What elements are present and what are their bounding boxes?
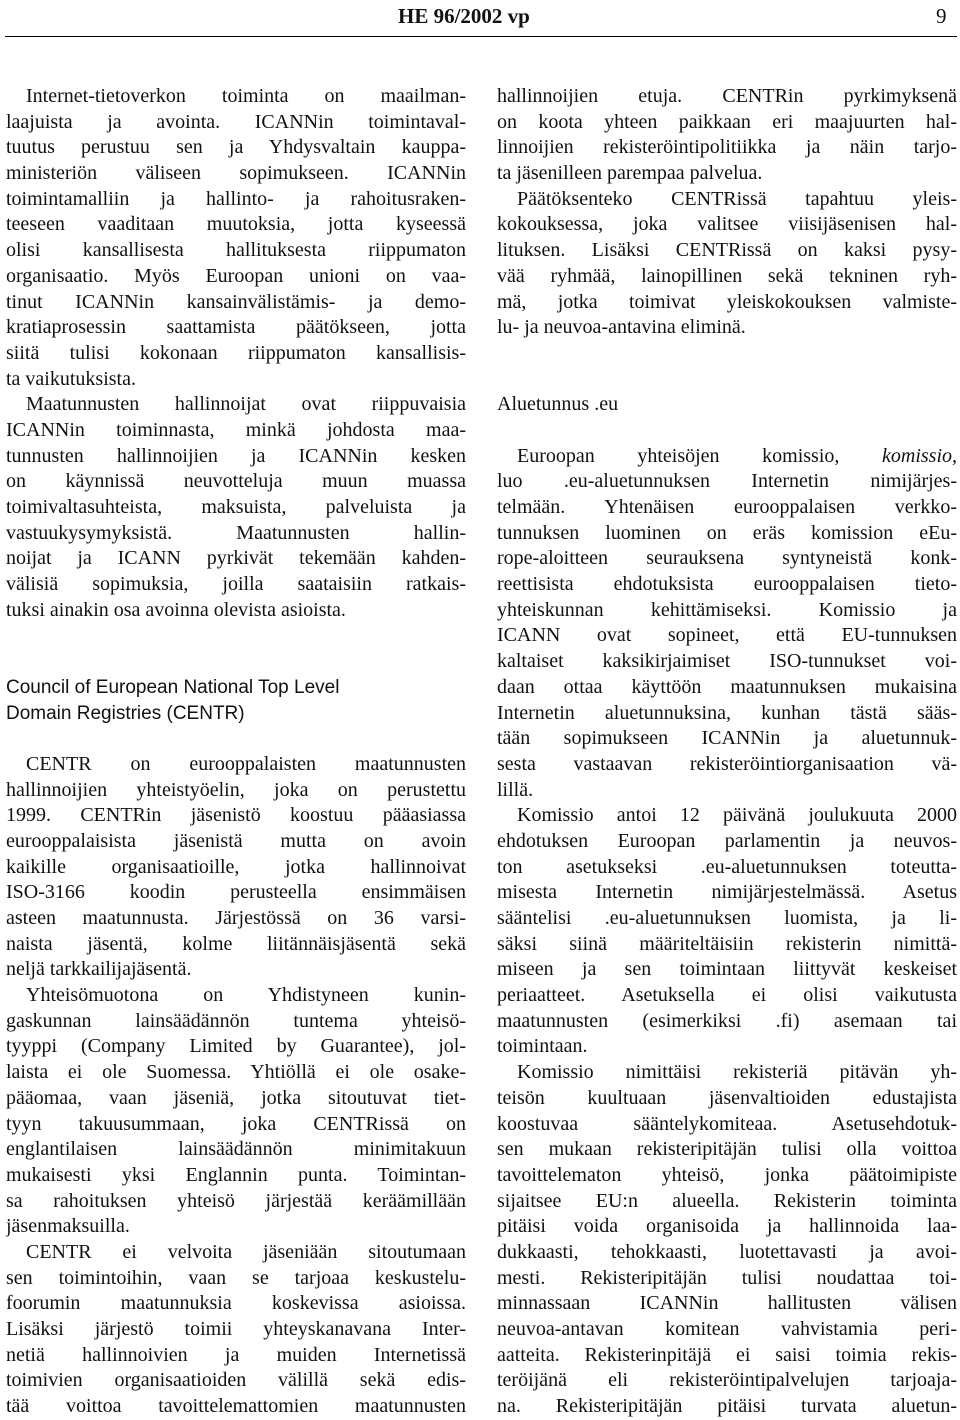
text-line <box>497 135 957 161</box>
paragraph-gap <box>6 649 466 675</box>
text-line-content: neljä tarkkailijajäsentä. <box>6 958 192 981</box>
text-line-content: Aluetunnus .eu <box>497 393 619 416</box>
text-line <box>497 1240 957 1266</box>
text-line <box>6 444 466 470</box>
text-line-content: sääntelisi .eu-aluetunnuksen luomista, ja li- <box>497 907 957 929</box>
text-line-content: sijaitsee EU:n alueella. Rekisterin toiminta <box>497 1189 957 1212</box>
text-line-content: naista jäsentä, kolme liitännäisjäsentä sekä <box>6 932 466 955</box>
text-line-content: toimivaltasuhteista, maksuista, palveluista ja <box>6 496 466 518</box>
text-line <box>497 983 957 1009</box>
text-line-content: tinut ICANNin kansainvälistämis- ja demo- <box>6 290 466 313</box>
text-line-content: säksi siinä määriteltäisiin rekisterin nimittä- <box>497 932 957 955</box>
text-line-content: Maatunnusten hallinnoijat ovat riippuvaisia <box>26 393 466 416</box>
text-line-content: na. Rekisteripitäjän pitäisi turvata aluetun- <box>497 1395 957 1418</box>
text-line <box>497 392 957 418</box>
text-line <box>6 1189 466 1215</box>
text-line-content: kratiaprosessin saattamista päätökseen, jotta <box>6 316 466 339</box>
text-line <box>497 701 957 727</box>
text-line <box>497 1137 957 1163</box>
text-line-content: lituksen. Lisäksi CENTRissä on kaksi pysy- <box>497 239 957 262</box>
text-line <box>6 932 466 958</box>
text-line <box>497 932 957 958</box>
text-line <box>6 1394 466 1420</box>
text-line-content: minnassaan ICANNin hallitusten välisen <box>497 1292 957 1315</box>
text-line-content: tuutus perustuu sen ja Yhdysvaltain kauppa- <box>6 136 466 159</box>
text-line <box>497 546 957 572</box>
text-line-content: sesta vastaavan rekisteröintiorganisaation vä- <box>497 752 957 775</box>
text-line <box>6 1009 466 1035</box>
text-line <box>497 1394 957 1420</box>
text-line <box>497 84 957 110</box>
page-header <box>0 0 960 40</box>
text-line-content: asteen maatunnusta. Järjestössä on 36 varsi- <box>6 907 466 929</box>
text-line <box>6 1266 466 1292</box>
text-line <box>6 1214 466 1240</box>
text-line <box>497 752 957 778</box>
text-line <box>497 212 957 238</box>
text-line <box>497 675 957 701</box>
text-line <box>6 187 466 213</box>
text-line-content: tavoittelematon yhteisö, jonka päätoimipiste <box>497 1163 957 1186</box>
text-line <box>6 392 466 418</box>
text-line-content: mä, jotka toimivat yleiskokouksen valmiste- <box>497 290 957 313</box>
text-line-content: miseen ja sen toimintaan liittyvät keskeiset <box>497 958 957 981</box>
text-line <box>497 1291 957 1317</box>
text-line-content: reettisista ehdotuksista eurooppalaisen tieto- <box>497 573 957 596</box>
text-line <box>6 290 466 316</box>
text-line-content: pitäisi voida organisoida ja hallinnoida laa- <box>497 1215 957 1238</box>
text-line-content: neuvoa-antavan komitean vahvistamia peri- <box>497 1318 957 1340</box>
text-line <box>497 957 957 983</box>
text-line <box>497 469 957 495</box>
text-line <box>497 1343 957 1369</box>
text-line <box>497 161 957 187</box>
text-line-content: maatunnusten (esimerkiksi .fi) asemaan tai <box>497 1009 957 1032</box>
text-line <box>497 444 957 470</box>
text-line <box>6 598 466 624</box>
text-line <box>6 110 466 136</box>
text-line-content: englantilaisen lainsäädännön minimitakuun <box>6 1138 466 1161</box>
text-line <box>6 1137 466 1163</box>
text-line-content: Domain Registries (CENTR) <box>6 702 245 724</box>
text-line-content: on koota yhteen paikkaan eri maajuurten hal- <box>497 110 957 133</box>
text-line <box>6 752 466 778</box>
text-line <box>6 803 466 829</box>
text-line-content: Council of European National Top Level <box>6 676 340 698</box>
text-line-content: Komissio antoi 12 päivänä joulukuuta 2000 <box>517 804 957 827</box>
section-heading-line <box>6 675 466 701</box>
text-line <box>497 187 957 213</box>
text-line <box>6 1368 466 1394</box>
text-line <box>497 1368 957 1394</box>
text-line-content: laajuista ja avointa. ICANNin toimintaval- <box>6 110 466 133</box>
text-line <box>6 1060 466 1086</box>
text-line-content: ICANNin toiminnasta, minkä johdosta maa- <box>6 418 466 441</box>
text-line-content: tunnuksen luominen on eräs komission eEu- <box>497 521 957 544</box>
text-line <box>6 1343 466 1369</box>
text-line-content: ta jäsenilleen parempaa palvelua. <box>497 162 763 185</box>
text-line <box>497 110 957 136</box>
text-line <box>6 906 466 932</box>
text-line-content: sen mukaan rekisteripitäjän tulisi olla voittoa <box>497 1138 957 1161</box>
text-line-content: lu- ja neuvoa-antavina eliminä. <box>497 316 746 339</box>
text-line <box>497 290 957 316</box>
text-line <box>6 495 466 521</box>
text-line-content: Yhteisömuotona on Yhdistyneen kunin- <box>26 984 466 1007</box>
text-line <box>497 238 957 264</box>
text-line-content: Internetin aluetunnuksina, kunhan tästä sääs- <box>497 701 957 724</box>
text-line-content: sa rahoituksen yhteisö järjestää keräämillään <box>6 1189 466 1212</box>
text-line <box>6 1086 466 1112</box>
text-line-content: tää voittoa tavoittelemattomien maatunnusten <box>6 1395 466 1418</box>
text-line-content: ICANN ovat sopineet, että EU-tunnuksen <box>497 624 957 647</box>
text-line <box>6 367 466 393</box>
text-line-content: rope-aloitteen seurauksena syntyneistä konk- <box>497 547 957 570</box>
text-line <box>6 84 466 110</box>
text-line <box>497 1009 957 1035</box>
text-line-content: tuksi ainakin osa avoinna olevista asioista. <box>6 598 346 621</box>
paragraph-gap <box>6 623 466 649</box>
header-rule <box>5 36 957 37</box>
text-line-content: Komissio nimittäisi rekisteriä pitävän yh- <box>517 1061 957 1084</box>
text-line-content: eurooppalaisista jäsenistä mutta on avoin <box>6 829 466 852</box>
text-line <box>497 572 957 598</box>
text-line-content: organisaatio. Myös Euroopan unioni on vaa- <box>6 264 466 287</box>
text-line-content: koostuvaa sääntelykomiteaa. Asetusehdotuk- <box>497 1112 957 1135</box>
text-line <box>6 880 466 906</box>
text-line-content: teeseen vaaditaan muutoksia, jotta kyseessä <box>6 213 466 236</box>
text-line-content: dukkaasti, tehokkaasti, luotettavasti ja avoi- <box>497 1240 957 1263</box>
text-line <box>6 521 466 547</box>
text-line <box>497 598 957 624</box>
left-column <box>6 84 466 1420</box>
text-line <box>6 315 466 341</box>
text-line-content: Internet-tietoverkon toiminta on maailman- <box>26 85 466 107</box>
text-line <box>497 855 957 881</box>
text-line-content: on käynnissä neuvotteluja muun muassa <box>6 470 466 493</box>
text-line <box>6 778 466 804</box>
text-line-content: tään sopimukseen ICANNin ja aluetunnuk- <box>497 727 957 750</box>
text-line <box>6 1240 466 1266</box>
text-line-content: vastuukysymyksistä. Maatunnusten hallin- <box>6 521 466 544</box>
text-line <box>497 521 957 547</box>
text-line <box>497 726 957 752</box>
text-line-content: pääomaa, vaan jäseniä, jotka sitoutuvat tiet- <box>6 1086 466 1109</box>
text-line-content: mesti. Rekisteripitäjän tulisi noudattaa toi- <box>497 1266 957 1289</box>
text-line-content: kaltaiset kaksikirjaimiset ISO-tunnukset voi- <box>497 650 957 673</box>
text-line <box>6 983 466 1009</box>
document-title: HE 96/2002 vp <box>398 4 530 28</box>
text-line-content: CENTR ei velvoita jäseniään sitoutumaan <box>26 1240 466 1263</box>
text-line-content: Euroopan yhteisöjen komissio, <box>517 444 882 467</box>
text-line-content: tunnusten hallinnoijien ja ICANNin kesken <box>6 444 466 467</box>
text-line <box>6 1291 466 1317</box>
text-line <box>6 238 466 264</box>
text-line-content: ton asetukseksi .eu-aluetunnuksen toteutta- <box>497 855 957 878</box>
text-line-content: välisiä sopimuksia, joilla saataisiin ratkais- <box>6 573 466 596</box>
text-line-content: tyyn takuusummaan, joka CENTRissä on <box>6 1112 466 1135</box>
text-line <box>497 906 957 932</box>
paragraph-gap <box>497 341 957 367</box>
text-line <box>497 1086 957 1112</box>
text-line <box>497 495 957 521</box>
text-line-content: lillä. <box>497 778 534 801</box>
text-line-content: CENTR on eurooppalaisten maatunnusten <box>26 752 466 775</box>
paragraph-gap <box>6 726 466 752</box>
text-line <box>497 1112 957 1138</box>
text-line-content: telmään. Yhtenäisen eurooppalaisen verkko- <box>497 496 957 518</box>
text-line <box>6 572 466 598</box>
text-line-content: vää ryhmää, lainopillinen sekä tekninen ryh- <box>497 264 957 287</box>
text-line-content: ministeriön väliseen sopimukseen. ICANNin <box>6 162 466 185</box>
text-line-content: jäsenmaksuilla. <box>6 1215 130 1238</box>
text-line <box>6 1034 466 1060</box>
text-line <box>6 829 466 855</box>
page-number: 9 <box>936 4 947 28</box>
text-line-content: kokouksessa, joka valitsee viisijäsenisen hal- <box>497 213 957 236</box>
paragraph-gap <box>497 367 957 393</box>
text-line <box>6 957 466 983</box>
text-line-content: 1999. CENTRin jäsenistö koostuu pääasiassa <box>6 804 466 827</box>
text-line <box>497 315 957 341</box>
text-line <box>6 1317 466 1343</box>
text-line-content: netiä hallinnoivien ja muiden Internetissä <box>6 1343 466 1366</box>
text-line <box>497 623 957 649</box>
italic-text: komissio, <box>882 444 957 467</box>
text-line-content: linnoijien rekisteröintipolitiikka ja näin tarjo- <box>497 136 957 159</box>
text-line <box>497 803 957 829</box>
text-line-content: olisi kansallisesta hallituksesta riippumaton <box>6 239 466 262</box>
text-line-content: toimintamalliin ja hallinto- ja rahoitusraken- <box>6 187 466 210</box>
text-line <box>6 1112 466 1138</box>
text-line <box>497 1060 957 1086</box>
text-line-content: Päätöksenteko CENTRissä tapahtuu yleis- <box>517 187 957 210</box>
text-line <box>497 1163 957 1189</box>
text-line-content: aatteita. Rekisterinpitäjä ei saisi toimia rekis- <box>497 1343 957 1366</box>
text-line <box>6 135 466 161</box>
section-heading-line <box>6 701 466 727</box>
text-line <box>6 341 466 367</box>
text-line <box>497 1214 957 1240</box>
paragraph-gap <box>497 418 957 444</box>
text-line-content: yhteiskunnan kehittämiseksi. Komissio ja <box>497 598 957 621</box>
text-line-content: foorumin maatunnuksia koskevissa asioissa. <box>6 1292 466 1315</box>
text-line-content: laista ei ole Suomessa. Yhtiöllä ei ole osake- <box>6 1061 466 1084</box>
text-line-content: noijat ja ICANN pyrkivät tekemään kahden- <box>6 547 466 570</box>
text-line <box>6 855 466 881</box>
right-column <box>497 84 957 1420</box>
text-line-content: teisön kuultuaan jäsenvaltioiden edustajista <box>497 1086 957 1109</box>
text-line-content: ISO-3166 koodin perusteella ensimmäisen <box>6 881 466 904</box>
text-line <box>497 829 957 855</box>
text-line-content: gaskunnan lainsäädännön tuntema yhteisö- <box>6 1009 466 1032</box>
text-line-content: hallinnoijien yhteistyöelin, joka on perustettu <box>6 778 466 801</box>
text-line <box>6 546 466 572</box>
text-line-content: misesta Internetin nimijärjestelmässä. Asetus <box>497 881 957 904</box>
text-line-content: ta vaikutuksista. <box>6 367 136 390</box>
text-line-content: luo .eu-aluetunnuksen Internetin nimijärjes- <box>497 470 957 493</box>
text-line-content: hallinnoijien etuja. CENTRin pyrkimyksenä <box>497 85 957 107</box>
text-line-content: mukaisesti yksi Englannin punta. Toimintan- <box>6 1163 466 1186</box>
text-line-content: tyyppi (Company Limited by Guarantee), jol- <box>6 1035 466 1058</box>
text-line <box>497 778 957 804</box>
text-line-content: teröijänä eli rekisteröintipalvelujen tarjoaja- <box>497 1369 957 1392</box>
text-line-content: toimintaan. <box>497 1035 588 1058</box>
text-line <box>497 1266 957 1292</box>
text-line <box>6 264 466 290</box>
text-line-content: sen toimintoihin, vaan se tarjoaa keskustelu- <box>6 1266 466 1289</box>
text-line <box>6 1163 466 1189</box>
text-line <box>497 1317 957 1343</box>
text-line-content: daan ottaa käyttöön maatunnuksen mukaisina <box>497 675 957 698</box>
text-line-content: periaatteet. Asetuksella ei olisi vaikutusta <box>497 984 957 1007</box>
text-line-content: ehdotuksen Euroopan parlamentin ja neuvos- <box>497 829 957 852</box>
text-line-content: kaikille organisaatioille, jotka hallinnoivat <box>6 855 466 878</box>
text-line <box>6 469 466 495</box>
text-line <box>6 161 466 187</box>
text-line <box>497 649 957 675</box>
text-line <box>497 880 957 906</box>
text-line <box>497 1034 957 1060</box>
text-line-content: siitä tulisi kokonaan riippumaton kansallisis- <box>6 341 466 364</box>
text-line <box>497 264 957 290</box>
text-line <box>6 418 466 444</box>
text-line-content: toimivien organisaatioiden välillä sekä edis- <box>6 1369 466 1392</box>
text-line <box>497 1189 957 1215</box>
text-line-content: Lisäksi järjestö toimii yhteyskanavana Inter- <box>6 1318 466 1340</box>
text-line <box>6 212 466 238</box>
